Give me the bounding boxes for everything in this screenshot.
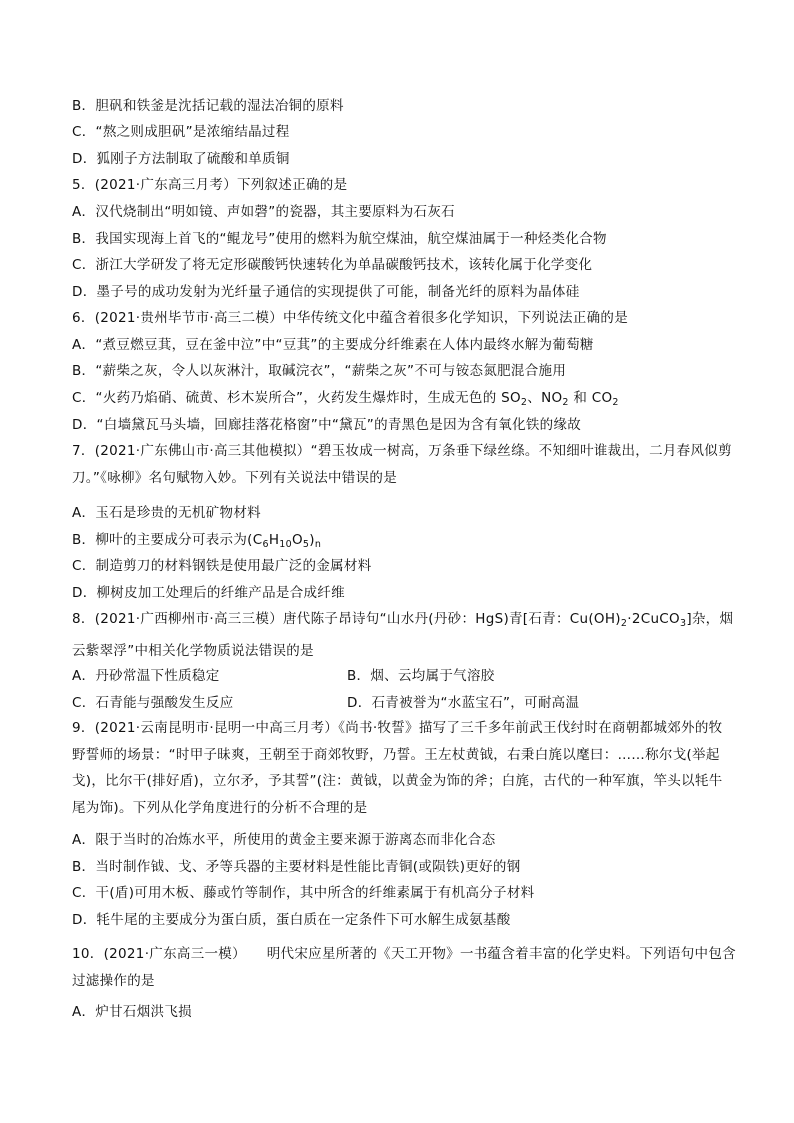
q8-option-b: B．烟、云均属于气溶胶: [347, 668, 495, 684]
q9-option-a: A．限于当时的冶炼水平，所使用的黄金主要来源于游离态而非化合态: [72, 832, 496, 848]
q6-option-b: B．“薪柴之灰，令人以灰淋汁，取碱浣衣”，“薪柴之灰”不可与铵态氮肥混合施用: [72, 363, 567, 379]
q7-stem: 7．(2021·广东佛山市·高三其他模拟）“碧玉妆成一树高，万条垂下绿丝绦。不知细叶谁裁出，二月春风似剪刀。”《咏柳》名句赋物入妙。下列有关说法中错误的是: [72, 443, 732, 486]
q9-stem: 9．(2021·云南昆明市·昆明一中高三月考）《尚书·牧誓》描写了三千多年前武王伐纣时在商朝都城郊外的牧野誓师的场景：“时甲子昧爽，王朝至于商郊牧野，乃誓。王左杖黄钺，右秉白旄以麾曰：……称尔戈(举起戈)，比尔干(排好盾)，立尔矛，予其誓”(注：黄钺，以黄金为饰的斧；白旄，古代的一种军旗，竿头以牦牛尾为饰)。下列从化学角度进行的分析不合理的是: [72, 720, 723, 816]
q6-option-d: D．“白墙黛瓦马头墙，回廊挂落花格窗”中“黛瓦”的青黑色是因为含有氧化铁的缘故: [72, 417, 582, 433]
q9-option-d: D．牦牛尾的主要成分为蛋白质，蛋白质在一定条件下可水解生成氨基酸: [72, 912, 511, 928]
q8-stem: 8．(2021·广西柳州市·高三三模）唐代陈子昂诗句“山水丹(丹砂：HgS)青[石青：$Cu(OH)_2\cdot 2CuCO_3$]杂，烟云紫翠浮”中相关化学物质说法错误的是: [72, 611, 734, 659]
q4-option-c: C．“熬之则成胆矾”是浓缩结晶过程: [72, 124, 290, 140]
q6-option-a: A．“煮豆燃豆萁，豆在釜中泣”中“豆萁”的主要成分纤维素在人体内最终水解为葡萄糖: [72, 337, 594, 353]
q5-option-a: A．汉代烧制出“明如镜、声如磬”的瓷器，其主要原料为石灰石: [72, 204, 455, 220]
q8-option-d: D．石青被誉为“水蓝宝石”，可耐高温: [347, 695, 580, 711]
q7-option-d: D．柳树皮加工处理后的纤维产品是合成纤维: [72, 585, 345, 601]
q5-option-c: C．浙江大学研发了将无定形碳酸钙快速转化为单晶碳酸钙技术，该转化属于化学变化: [72, 257, 593, 273]
q6-stem: 6．(2021·贵州毕节市·高三二模）中华传统文化中蕴含着很多化学知识，下列说法正确的是: [72, 310, 628, 326]
q7-option-b: B．柳叶的主要成分可表示为$(C_6H_{10}O_5)_n$: [72, 532, 322, 550]
q4-option-d: D．狐刚子方法制取了硫酸和单质铜: [72, 151, 290, 167]
q9-option-c: C．干(盾)可用木板、藤或竹等制作，其中所含的纤维素属于有机高分子材料: [72, 885, 535, 901]
q6-option-c: C．“火药乃焰硝、硫黄、杉木炭所合”，火药发生爆炸时，生成无色的 $SO_2$、$NO_2$ 和 $CO_2$: [72, 390, 619, 408]
q10-option-a: A．炉甘石烟洪飞损: [72, 1004, 192, 1020]
q7-option-c: C．制造剪刀的材料钢铁是使用最广泛的金属材料: [72, 558, 372, 574]
q8-option-a: A．丹砂常温下性质稳定: [72, 668, 220, 684]
q4-option-b: B．胆矾和铁釜是沈括记载的湿法冶铜的原料: [72, 98, 344, 114]
q9-option-b: B．当时制作钺、戈、矛等兵器的主要材料是性能比青铜(或陨铁)更好的钢: [72, 859, 521, 875]
q10-stem: 10．(2021·广东高三一模） 明代宋应星所著的《天工开物》一书蕴含着丰富的化学史料。下列语句中包含过滤操作的是: [72, 946, 736, 989]
q5-stem: 5．(2021·广东高三月考）下列叙述正确的是: [72, 177, 348, 193]
q5-option-b: B．我国实现海上首飞的“鲲龙号”使用的燃料为航空煤油，航空煤油属于一种烃类化合物: [72, 231, 607, 247]
q8-option-c: C．石青能与强酸发生反应: [72, 695, 234, 711]
q5-option-d: D．墨子号的成功发射为光纤量子通信的实现提供了可能，制备光纤的原料为晶体硅: [72, 284, 580, 300]
q7-option-a: A．玉石是珍贵的无机矿物材料: [72, 505, 261, 521]
